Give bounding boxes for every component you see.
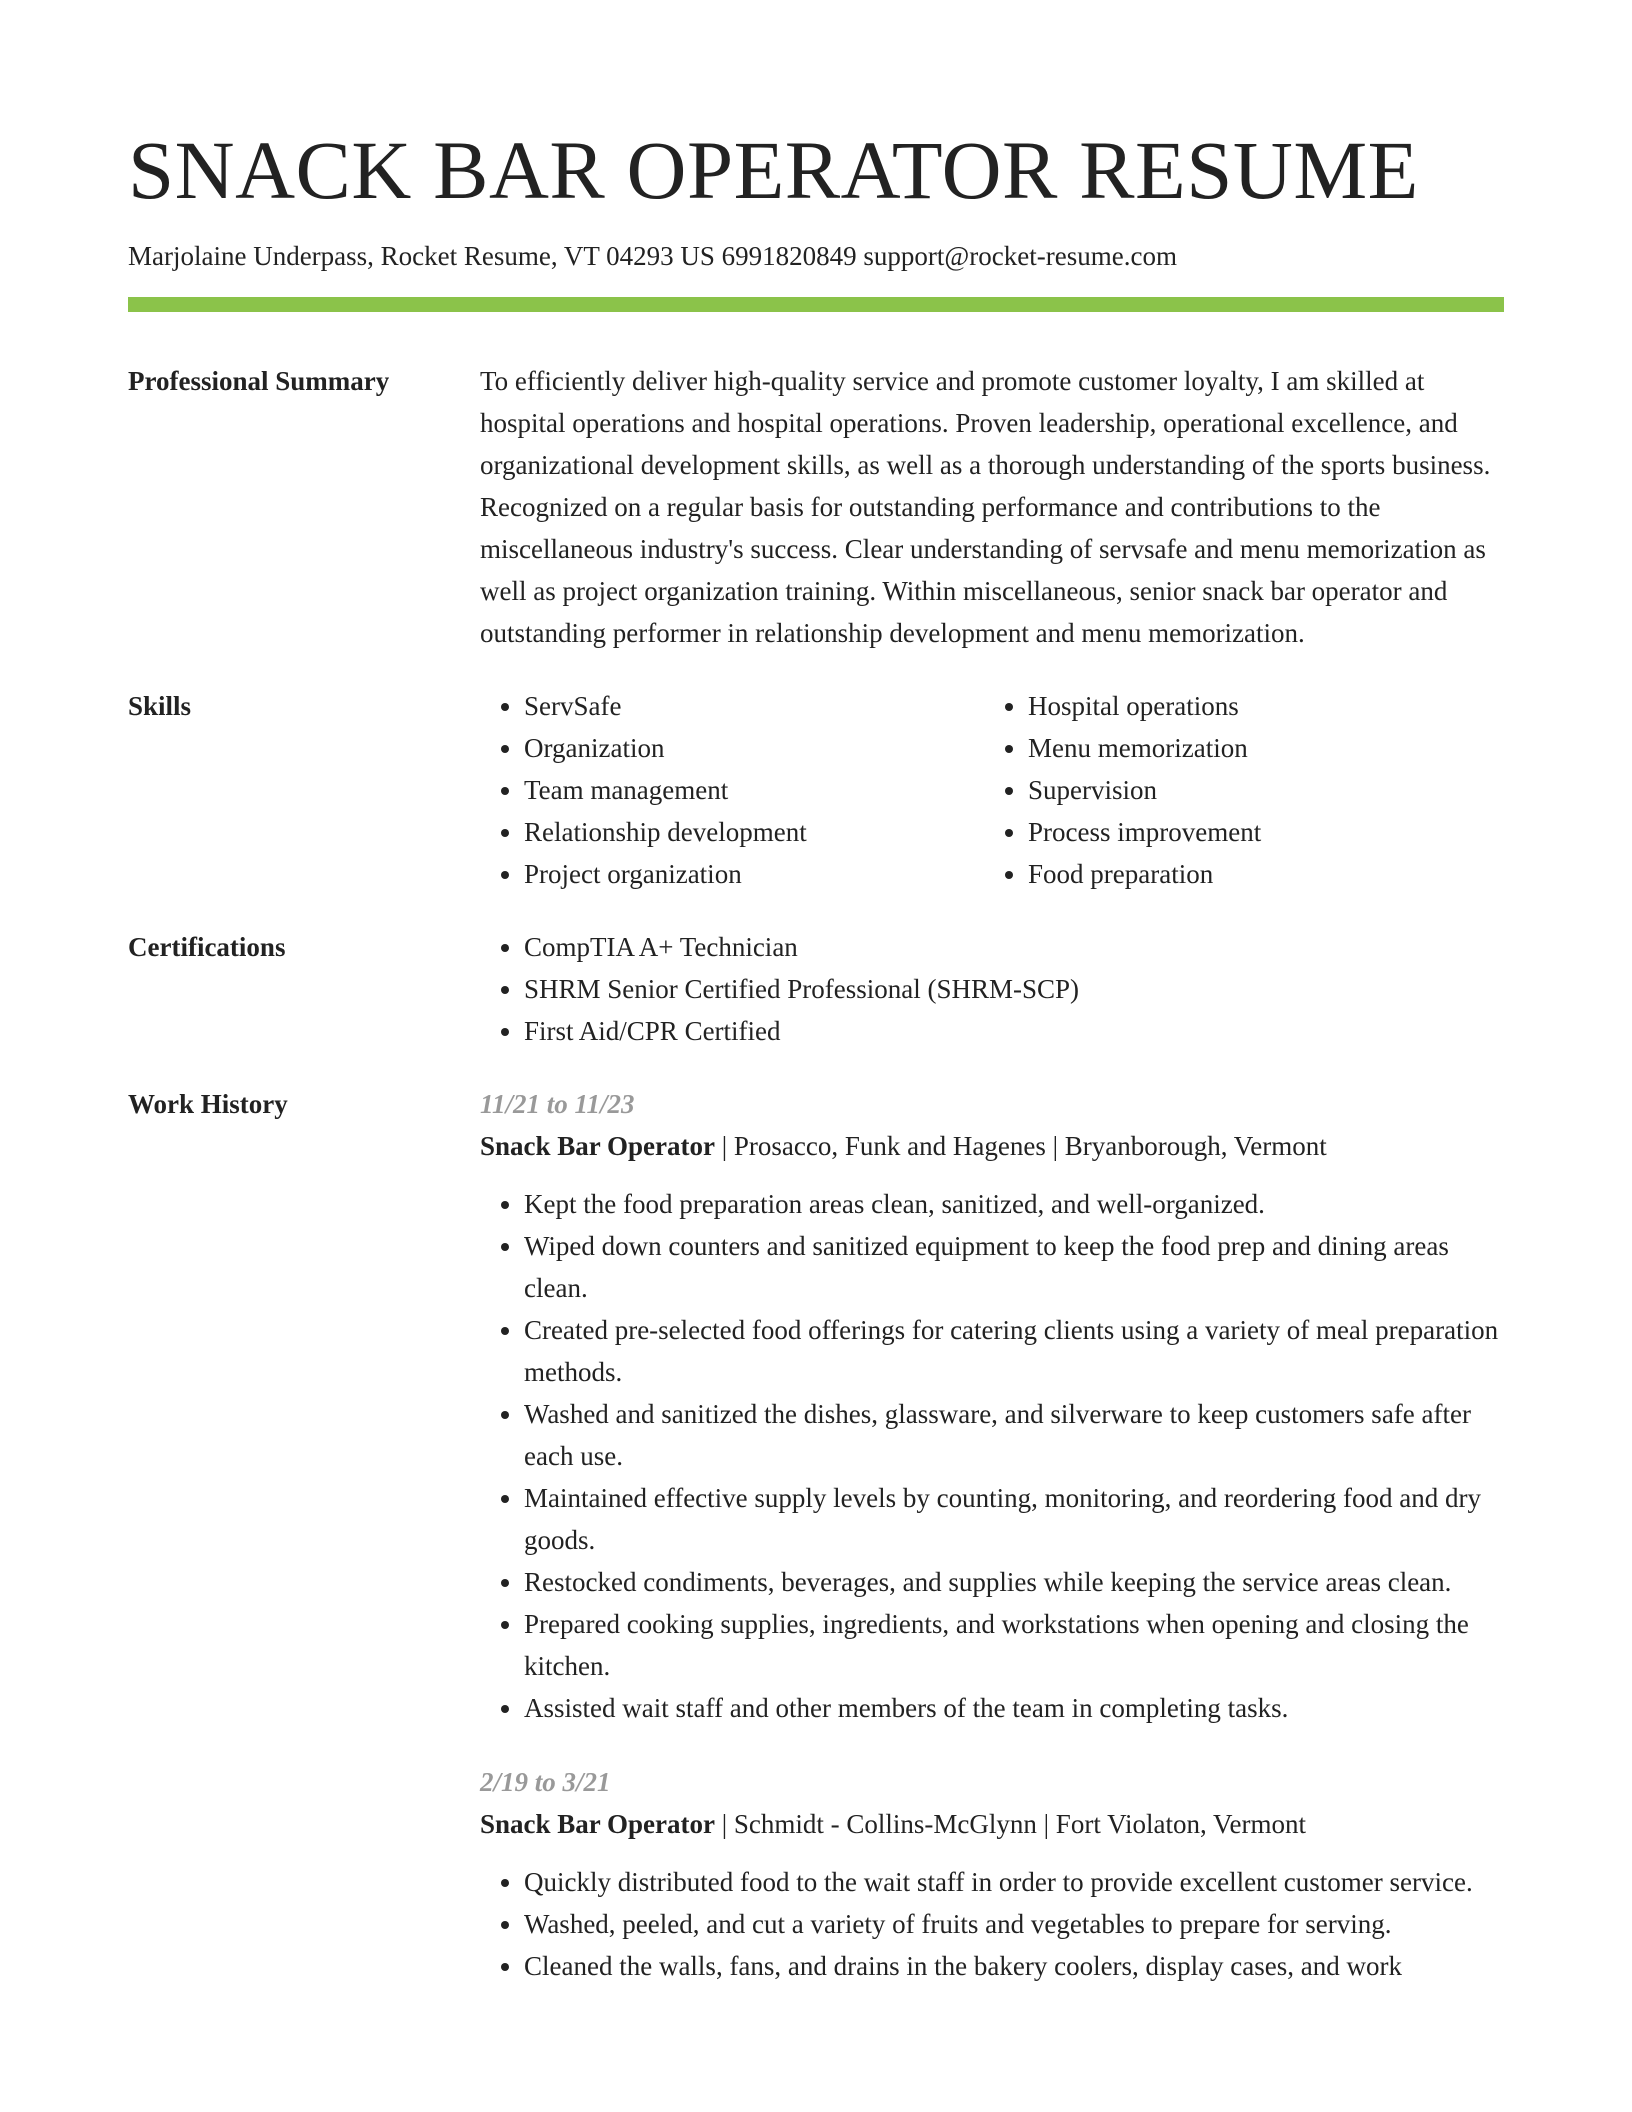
job-heading — [480, 1803, 1504, 1845]
contact-line — [128, 240, 1504, 272]
skills-section — [128, 685, 1504, 895]
job-dates: 11/21 to 11/23 — [480, 1089, 635, 1119]
skill-item: • Team management — [524, 769, 984, 811]
summary-section — [128, 360, 1504, 654]
skill-item: • Organization — [524, 727, 984, 769]
header-divider — [128, 297, 1504, 312]
certification-item: • First Aid/CPR Certified — [524, 1010, 1504, 1052]
skill-item: • Process improvement — [1028, 811, 1488, 853]
skills-list-left — [480, 685, 984, 895]
job-bullets — [480, 1183, 1504, 1729]
resume-title: SNACK BAR OPERATOR RESUME — [128, 124, 1419, 216]
job-details: | Schmidt - Collins-McGlynn | Fort Violaton, Vermont — [715, 1809, 1306, 1839]
job-details: | Prosacco, Funk and Hagenes | Bryanborough, Vermont — [715, 1131, 1327, 1161]
skill-item: • Menu memorization — [1028, 727, 1488, 769]
job-bullet: • Wiped down counters and sanitized equipment to keep the food prep and dining areas clean. — [524, 1225, 1504, 1309]
job-bullet: • Cleaned the walls, fans, and drains in the bakery coolers, display cases, and work — [524, 1945, 1504, 1987]
certification-item: • CompTIA A+ Technician — [524, 926, 1504, 968]
summary-heading: Professional Summary — [128, 366, 390, 396]
summary-text: To efficiently deliver high-quality service and promote customer loyalty, I am skilled at hospital operations and hospital operations. Proven leadership, operational excellence, and organizational development skills, as well as a thorough understanding of the sports business. Recognized on a regular basis for outstanding performance and contributions to the miscellaneous industry's success. Clear understanding of servsafe and menu memorization as well as project organization training. Within miscellaneous, senior snack bar operator and outstanding performer in relationship development and menu memorization. — [480, 366, 1491, 648]
job-bullet: • Kept the food preparation areas clean, sanitized, and well-organized. — [524, 1183, 1504, 1225]
skill-item: • Project organization — [524, 853, 984, 895]
job-bullet: • Assisted wait staff and other members of the team in completing tasks. — [524, 1687, 1504, 1729]
job-heading — [480, 1125, 1504, 1167]
contact-email: support@rocket-resume.com — [863, 241, 1177, 271]
contact-address: Marjolaine Underpass, Rocket Resume, VT 04293 US — [128, 241, 715, 271]
skill-item: • Relationship development — [524, 811, 984, 853]
job-title: Snack Bar Operator — [480, 1131, 715, 1161]
job-bullet: • Quickly distributed food to the wait staff in order to provide excellent customer service. — [524, 1861, 1504, 1903]
resume-page — [128, 0, 1504, 1987]
job-bullet: • Prepared cooking supplies, ingredients, and workstations when opening and closing the kitchen. — [524, 1603, 1504, 1687]
skills-list-right — [984, 685, 1488, 895]
work-history-section — [128, 1083, 1504, 1987]
job-title: Snack Bar Operator — [480, 1809, 715, 1839]
job-bullet: • Restocked condiments, beverages, and supplies while keeping the service areas clean. — [524, 1561, 1504, 1603]
contact-phone: 6991820849 — [721, 241, 857, 271]
certifications-list — [480, 926, 1504, 1052]
job-entry — [480, 1083, 1504, 1729]
certifications-heading: Certifications — [128, 932, 286, 962]
skill-item: • Hospital operations — [1028, 685, 1488, 727]
skills-heading: Skills — [128, 691, 192, 721]
job-bullet: • Washed, peeled, and cut a variety of fruits and vegetables to prepare for serving. — [524, 1903, 1504, 1945]
job-bullets — [480, 1861, 1504, 1987]
skill-item: • Supervision — [1028, 769, 1488, 811]
job-dates: 2/19 to 3/21 — [480, 1767, 611, 1797]
skill-item: • ServSafe — [524, 685, 984, 727]
certification-item: • SHRM Senior Certified Professional (SHRM-SCP) — [524, 968, 1504, 1010]
job-bullet: • Washed and sanitized the dishes, glassware, and silverware to keep customers safe after each use. — [524, 1393, 1504, 1477]
skill-item: • Food preparation — [1028, 853, 1488, 895]
work-history-heading: Work History — [128, 1089, 288, 1119]
certifications-section — [128, 926, 1504, 1052]
job-bullet: • Created pre-selected food offerings for catering clients using a variety of meal preparation methods. — [524, 1309, 1504, 1393]
job-entry — [480, 1761, 1504, 1987]
job-bullet: • Maintained effective supply levels by counting, monitoring, and reordering food and dry goods. — [524, 1477, 1504, 1561]
